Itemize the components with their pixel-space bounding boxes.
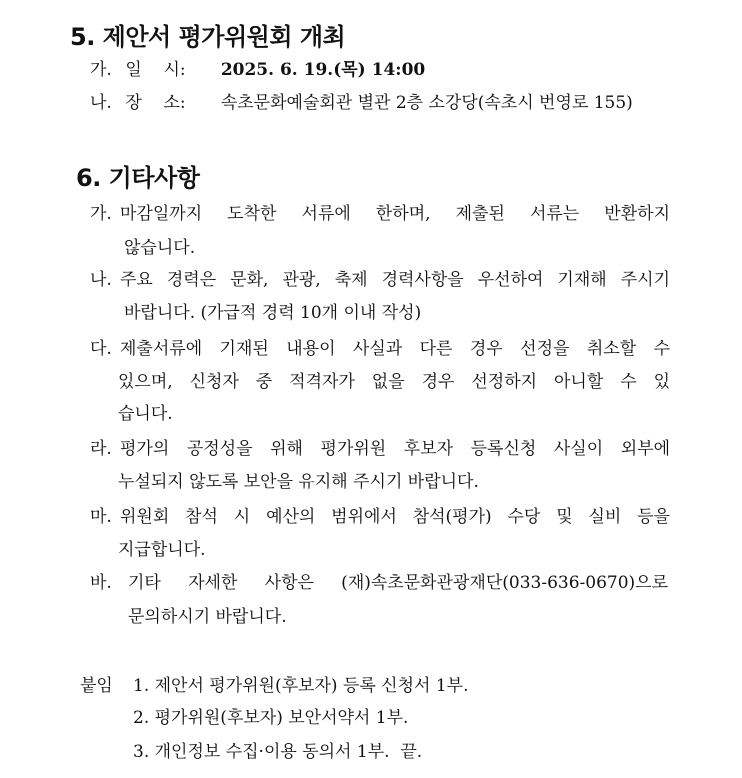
notice-item — [90, 203, 670, 225]
section-5-title: 5. 제안서 평가위원회 개최 — [70, 23, 346, 51]
section-6-title: 6. 기타사항 — [76, 164, 200, 192]
item-marker: 나. — [90, 93, 112, 113]
notice-line: 습니다. — [118, 404, 173, 424]
attachments-label: 붙임 — [80, 676, 113, 696]
notice-line: 문의하시기 바랍니다. — [128, 607, 287, 627]
place-value: 속초문화예술회관 별관 2층 소강당(속초시 번영로 155) — [220, 93, 633, 113]
attachment-item: 3. 개인정보 수집·이용 동의서 1부. 끝. — [133, 742, 423, 762]
date-label: 일 시: — [125, 60, 186, 80]
notice-item — [90, 438, 670, 460]
item-marker: 마. — [90, 507, 112, 527]
notice-line: 바랍니다. (가급적 경력 10개 이내 작성) — [124, 303, 422, 323]
notice-line: 제출서류에 기재된 내용이 사실과 다른 경우 선정을 취소할 수 — [120, 339, 670, 359]
notice-line: 지급합니다. — [118, 540, 206, 560]
attachment-item: 2. 평가위원(후보자) 보안서약서 1부. — [133, 708, 409, 728]
item-marker: 라. — [90, 439, 112, 459]
notice-line: 있으며, 신청자 중 적격자가 없을 경우 선정하지 아니할 수 있 — [118, 372, 670, 392]
schedule-date-row — [90, 59, 425, 81]
schedule-place-row — [90, 92, 633, 114]
notice-line: 않습니다. — [124, 238, 196, 258]
notice-item — [90, 338, 670, 360]
notice-item — [90, 506, 670, 528]
notice-line: 주요 경력은 문화, 관광, 축제 경력사항을 우선하여 기재해 주시기 — [120, 270, 670, 290]
item-marker: 가. — [90, 60, 112, 80]
date-value: 2025. 6. 19.(목) 14:00 — [220, 60, 426, 80]
notice-item — [90, 572, 668, 594]
attachment-item: 1. 제안서 평가위원(후보자) 등록 신청서 1부. — [133, 676, 469, 696]
notice-item — [90, 269, 670, 291]
item-marker: 나. — [90, 270, 112, 290]
notice-line: 평가의 공정성을 위해 평가위원 후보자 등록신청 사실이 외부에 — [120, 439, 670, 459]
place-label: 장 소: — [125, 93, 186, 113]
notice-line: 누설되지 않도록 보안을 유지해 주시기 바랍니다. — [118, 472, 479, 492]
notice-line: 마감일까지 도착한 서류에 한하며, 제출된 서류는 반환하지 — [120, 204, 670, 224]
notice-line: 위원회 참석 시 예산의 범위에서 참석(평가) 수당 및 실비 등을 — [120, 507, 670, 527]
notice-line: 기타 자세한 사항은 (재)속초문화관광재단(033-636-0670)으로 — [128, 573, 668, 593]
item-marker: 바. — [90, 573, 112, 593]
item-marker: 가. — [90, 204, 112, 224]
item-marker: 다. — [90, 339, 112, 359]
